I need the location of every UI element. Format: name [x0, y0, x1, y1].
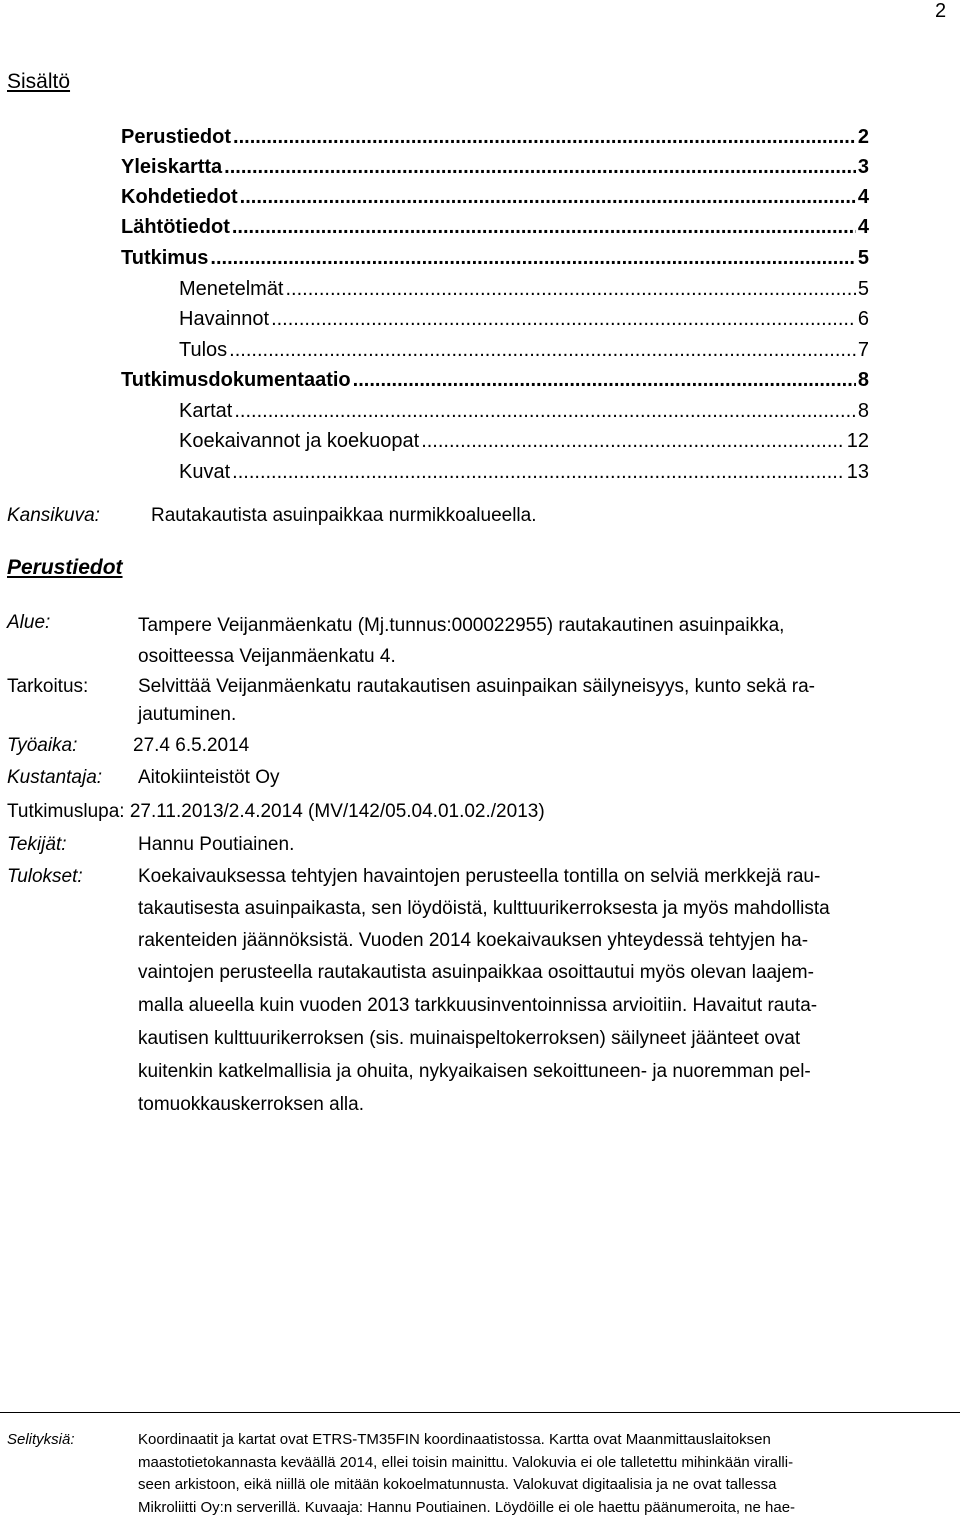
toc-entry[interactable]: [179, 400, 869, 430]
toc-entry-label: Lähtötiedot: [121, 216, 230, 238]
toc-leader-dots: [210, 247, 855, 270]
tulokset-line: rakenteiden jäännöksistä. Vuoden 2014 koekaivauksen yhteydessä tehtyjen ha-: [138, 930, 809, 951]
toc-leader-dots: [232, 461, 845, 484]
toc-entry-page: 2: [857, 126, 869, 148]
tutkimuslupa-line: Tutkimuslupa: 27.11.2013/2.4.2014 (MV/142/05.04.01.02./2013): [7, 801, 545, 822]
toc-entry[interactable]: [121, 216, 869, 246]
tulokset-line: vaintojen perusteella rautakautista asuinpaikkaa osoittautui myös olevan laajem-: [138, 962, 814, 983]
toc-entry-page: 5: [857, 247, 869, 269]
tulokset-line: tomuokkauskerroksen alla.: [138, 1094, 364, 1115]
tulokset-line: kautisen kulttuurikerroksen (sis. muinaispeltokerroksen) säilyneet jäänteet ovat: [138, 1028, 801, 1049]
toc-leader-dots: [271, 308, 856, 331]
tulokset-line: Koekaivauksessa tehtyjen havaintojen perusteella tontilla on selviä merkkejä rau-: [138, 866, 821, 887]
toc-entry-page: 8: [857, 369, 869, 391]
toc-entry-page: 3: [857, 156, 869, 178]
footer-divider: [0, 1412, 960, 1413]
tekijat-label: Tekijät:: [7, 834, 67, 855]
toc-entry-page: 4: [857, 216, 869, 238]
footer-line: Mikroliitti Oy:n serverillä. Kuvaaja: Hannu Poutiainen. Löydöille ei ole haettu päänumeroita, ne hae-: [138, 1498, 796, 1516]
alue-value-line: osoitteessa Veijanmäenkatu 4.: [138, 646, 396, 667]
tyoaika-value: 27.4 6.5.2014: [133, 735, 250, 756]
tekijat-value: Hannu Poutiainen.: [138, 834, 295, 855]
toc-entry[interactable]: [179, 339, 869, 369]
toc-leader-dots: [286, 278, 856, 301]
alue-value-line: Tampere Veijanmäenkatu (Mj.tunnus:000022955) rautakautinen asuinpaikka,: [138, 615, 785, 636]
kustantaja-label: Kustantaja:: [7, 767, 103, 788]
toc-entry[interactable]: [121, 369, 869, 399]
toc-entry[interactable]: [179, 461, 869, 491]
toc-leader-dots: [240, 186, 856, 209]
kustantaja-value: Aitokiinteistöt Oy: [138, 767, 280, 788]
toc-entry[interactable]: [121, 247, 869, 277]
tarkoitus-value-line: Selvittää Veijanmäenkatu rautakautisen asuinpaikan säilyneisyys, kunto sekä ra-: [138, 676, 815, 697]
toc-entry-label: Yleiskartta: [121, 156, 223, 178]
toc-leader-dots: [224, 156, 856, 179]
toc-entry-label: Tutkimus: [121, 247, 209, 269]
toc-entry-label: Menetelmät: [179, 278, 284, 300]
toc-heading[interactable]: Sisältö: [7, 70, 71, 93]
tarkoitus-label: Tarkoitus:: [7, 676, 89, 697]
toc-entry-label: Kartat: [179, 400, 233, 422]
toc-entry[interactable]: [179, 308, 869, 338]
tarkoitus-value-line: jautuminen.: [138, 704, 237, 725]
tulokset-label: Tulokset:: [7, 866, 83, 887]
toc-entry-label: Tulos: [179, 339, 228, 361]
toc-entry[interactable]: [121, 126, 869, 156]
cover-caption: Rautakautista asuinpaikkaa nurmikkoalueella.: [151, 505, 537, 526]
toc-entry-page: 8: [857, 400, 869, 422]
toc-leader-dots: [421, 430, 845, 453]
toc-entry-page: 4: [857, 186, 869, 208]
toc-entry-page: 12: [846, 430, 869, 452]
alue-label: Alue:: [7, 612, 51, 633]
footer-line: maastotietokannasta keväällä 2014, ellei toisin mainittu. Valokuvia ei ole talletettu mihinkään viralli-: [138, 1453, 794, 1471]
toc-leader-dots: [233, 126, 856, 149]
toc-entry-page: 13: [846, 461, 869, 483]
basic-info-heading: Perustiedot: [7, 556, 123, 579]
toc-entry[interactable]: [179, 430, 869, 460]
toc-leader-dots: [353, 369, 856, 392]
toc-entry-page: 6: [857, 308, 869, 330]
toc-entry-label: Perustiedot: [121, 126, 232, 148]
tulokset-line: takautisesta asuinpaikasta, sen löydöistä, kulttuurikerroksesta ja myös mahdollista: [138, 898, 830, 919]
toc-entry-label: Koekaivannot ja koekuopat: [179, 430, 420, 452]
toc-entry[interactable]: [121, 156, 869, 186]
footer-notes: [138, 1429, 938, 1519]
toc-entry-label: Kuvat: [179, 461, 231, 483]
toc-leader-dots: [232, 216, 856, 239]
toc-entry[interactable]: [121, 186, 869, 216]
page-number: 2: [935, 0, 947, 22]
footer-line: seen arkistoon, eikä niillä ole mitään kokoelmatunnusta. Valokuvat digitaalisia ja ne ovat tallessa: [138, 1476, 777, 1493]
toc-entry[interactable]: [179, 278, 869, 308]
toc-entry-page: 5: [857, 278, 869, 300]
toc-leader-dots: [229, 339, 856, 362]
toc-entry-label: Tutkimusdokumentaatio: [121, 369, 351, 391]
tyoaika-label: Työaika:: [7, 735, 78, 756]
tulokset-line: malla alueella kuin vuoden 2013 tarkkuusinventoinnissa arvioitiin. Havaitut rauta-: [138, 995, 818, 1016]
cover-label: Kansikuva:: [7, 505, 100, 526]
tulokset-line: kuitenkin katkelmallisia ja ohuita, nykyaikaisen sekoittuneen- ja nuoremman pel-: [138, 1061, 811, 1082]
footer-label: Selityksiä:: [7, 1431, 75, 1448]
toc-entry-label: Kohdetiedot: [121, 186, 238, 208]
toc-entry-page: 7: [857, 339, 869, 361]
toc-leader-dots: [234, 400, 856, 423]
toc-entry-label: Havainnot: [179, 308, 270, 330]
footer-line: Koordinaatit ja kartat ovat ETRS-TM35FIN koordinaatistossa. Kartta ovat Maanmittauslaitoksen: [138, 1431, 771, 1448]
